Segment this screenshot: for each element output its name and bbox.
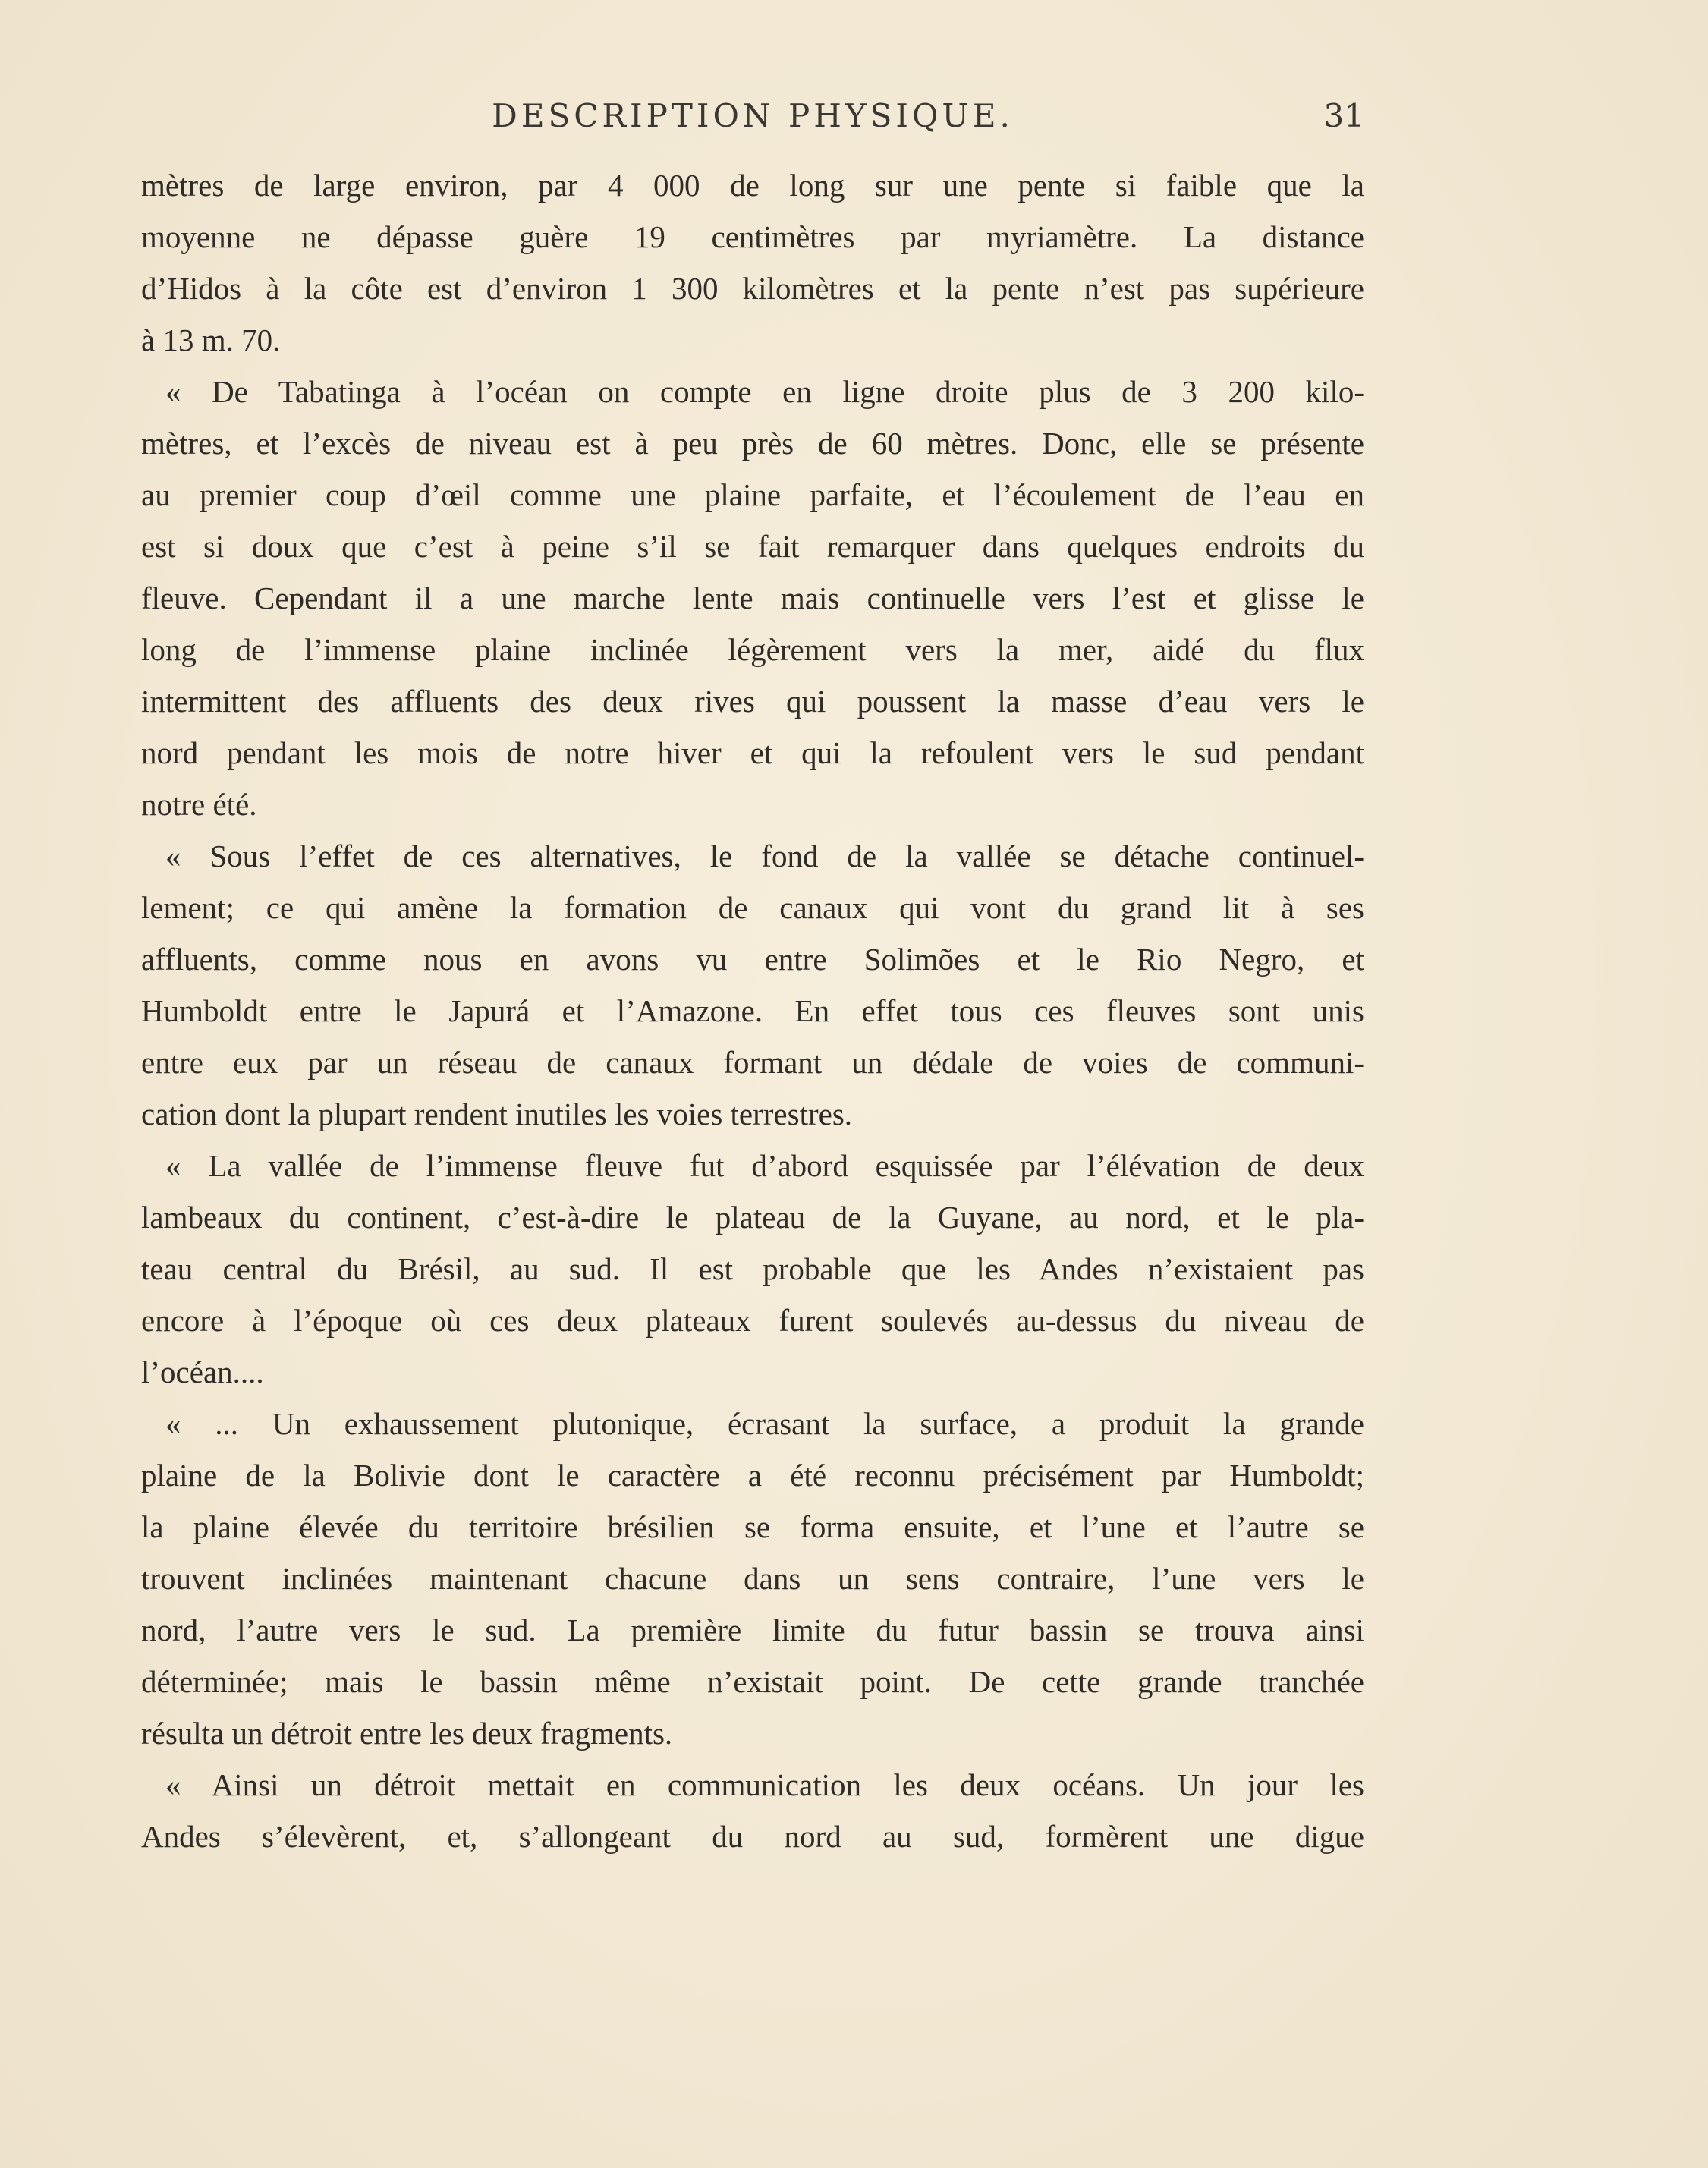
text-line: nord pendant les mois de notre hiver et qui la refoulent vers le sud pendant [141, 735, 1364, 770]
paragraph [141, 1140, 1364, 1398]
paragraph [141, 830, 1364, 1140]
text-line: lement; ce qui amène la formation de canaux qui vont du grand lit à ses [141, 890, 1364, 925]
page-number: 31 [1323, 97, 1364, 134]
text-line: notre été. [141, 787, 257, 822]
text-line: déterminée; mais le bassin même n’existait point. De cette grande tranchée [141, 1664, 1364, 1699]
text-line: nord, l’autre vers le sud. La première limite du futur bassin se trouva ainsi [141, 1613, 1364, 1647]
text-line: Humboldt entre le Japurá et l’Amazone. En effet tous ces fleuves sont unis [141, 993, 1364, 1028]
text-line: Andes s’élevèrent, et, s’allongeant du nord au sud, formèrent une digue [141, 1819, 1364, 1854]
text-line: cation dont la plupart rendent inutiles les voies terrestres. [141, 1097, 853, 1131]
paragraph [141, 1759, 1364, 1862]
text-line: moyenne ne dépasse guère 19 centimètres par myriamètre. La distance [141, 219, 1364, 254]
text-line: résulta un détroit entre les deux fragments. [141, 1716, 673, 1751]
text-line: mètres de large environ, par 4 000 de long sur une pente si faible que la [141, 168, 1364, 203]
text-line: la plaine élevée du territoire brésilien se forma ensuite, et l’une et l’autre se [141, 1509, 1364, 1544]
text-line: trouvent inclinées maintenant chacune dans un sens contraire, l’une vers le [141, 1561, 1364, 1596]
text-line: plaine de la Bolivie dont le caractère a été reconnu précisément par Humboldt; [141, 1458, 1364, 1493]
body-text [141, 159, 1364, 1862]
text-line: au premier coup d’œil comme une plaine parfaite, et l’écoulement de l’eau en [141, 477, 1364, 512]
text-line: intermittent des affluents des deux rives qui poussent la masse d’eau vers le [141, 684, 1364, 719]
running-title: DESCRIPTION PHYSIQUE. [492, 97, 1014, 134]
text-line: encore à l’époque où ces deux plateaux furent soulevés au-dessus du niveau de [141, 1303, 1364, 1338]
text-line: « De Tabatinga à l’océan on compte en ligne droite plus de 3 200 kilo- [165, 374, 1364, 409]
text-line: lambeaux du continent, c’est-à-dire le plateau de la Guyane, au nord, et le pla- [141, 1200, 1364, 1235]
paragraph [141, 366, 1364, 830]
text-line: d’Hidos à la côte est d’environ 1 300 kilomètres et la pente n’est pas supérieure [141, 271, 1364, 306]
text-line: affluents, comme nous en avons vu entre Solimões et le Rio Negro, et [141, 942, 1364, 977]
text-line: est si doux que c’est à peine s’il se fait remarquer dans quelques endroits du [141, 529, 1364, 564]
text-line: entre eux par un réseau de canaux formant un dédale de voies de communi- [141, 1045, 1364, 1080]
text-line: « Sous l’effet de ces alternatives, le fond de la vallée se détache continuel- [165, 839, 1364, 873]
text-line: mètres, et l’excès de niveau est à peu près de 60 mètres. Donc, elle se présente [141, 426, 1364, 461]
page-header [141, 97, 1364, 150]
text-line: fleuve. Cependant il a une marche lente mais continuelle vers l’est et glisse le [141, 581, 1364, 615]
text-line: « La vallée de l’immense fleuve fut d’abord esquissée par l’élévation de deux [165, 1148, 1364, 1183]
paragraph [141, 1398, 1364, 1759]
text-line: « Ainsi un détroit mettait en communication les deux océans. Un jour les [165, 1767, 1364, 1802]
text-line: long de l’immense plaine inclinée légèrement vers la mer, aidé du flux [141, 632, 1364, 667]
text-line: teau central du Brésil, au sud. Il est probable que les Andes n’existaient pas [141, 1251, 1364, 1286]
text-line: « ... Un exhaussement plutonique, écrasant la surface, a produit la grande [165, 1406, 1364, 1441]
text-line: à 13 m. 70. [141, 323, 281, 357]
paragraph [141, 159, 1364, 366]
text-line: l’océan.... [141, 1355, 264, 1389]
